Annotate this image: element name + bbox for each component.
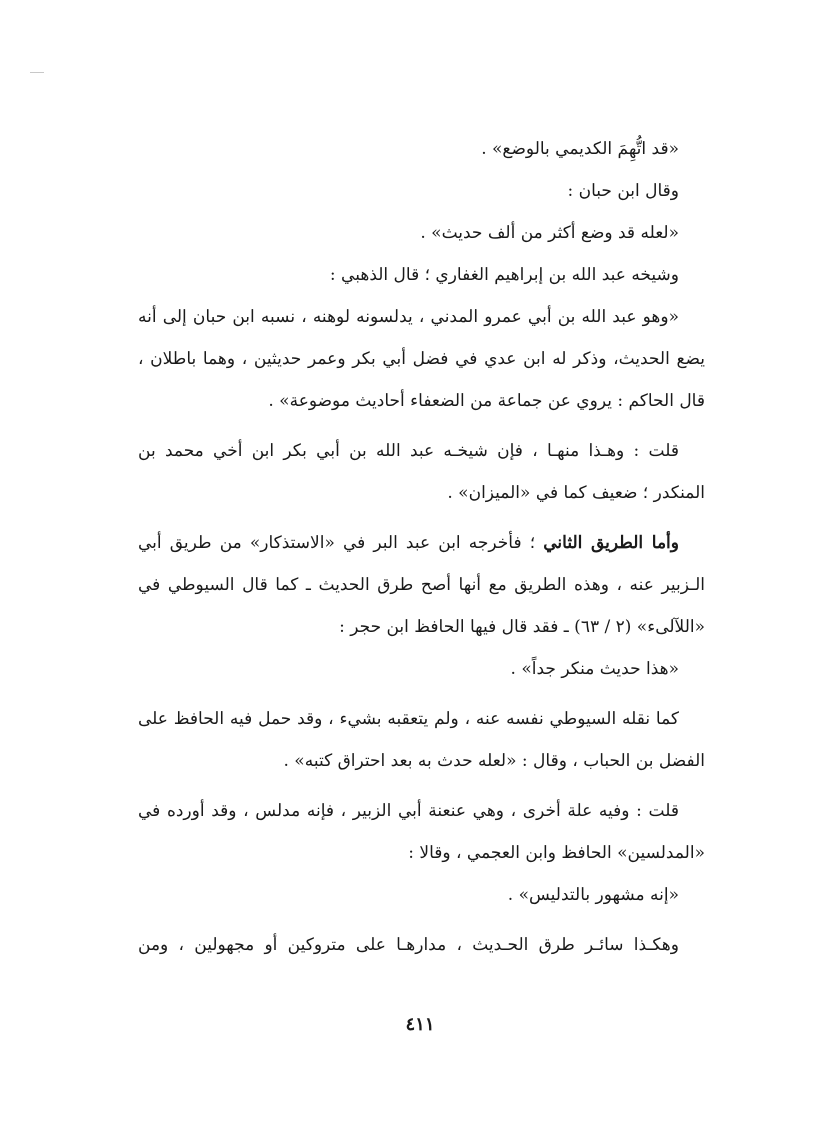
text-line <box>138 212 705 254</box>
line-text: «إنه مشهور بالتدليس» . <box>507 885 679 905</box>
text-line <box>138 874 705 916</box>
line-text: «اللآلىء» (٢ / ٦٣) ـ فقد قال فيها الحافظ ابن حجر : <box>339 617 705 637</box>
line-text: الـزبير عنه ، وهذه الطريق مع أنها أصح طرق الحديث ـ كما قال السيوطي في <box>138 575 705 595</box>
line-text: وهكـذا سائـر طرق الحـديث ، مدارهـا على متروكين أو مجهولين ، ومن <box>138 935 679 955</box>
text-line <box>138 606 705 648</box>
line-text: «هذا حديث منكر جداً» . <box>510 659 679 679</box>
line-text: «المدلسين» الحافظ وابن العجمي ، وقالا : <box>408 843 705 863</box>
line-text: يضع الحديث، وذكر له ابن عدي في فضل أبي بكر وعمر حديثين ، وهما باطلان ، <box>138 349 705 369</box>
text-line <box>138 472 705 514</box>
line-text: قلت : وفيه علة أخرى ، وهي عنعنة أبي الزبير ، فإنه مدلس ، وقد أورده في <box>138 801 679 821</box>
line-text: قلت : وهـذا منهـا ، فإن شيخـه عبد الله بن أبي بكر ابن أخي محمد بن <box>138 441 679 461</box>
line-text: «قد اتُّهِمَ الكديمي بالوضع» . <box>481 139 679 159</box>
line-text: «لعله قد وضع أكثر من ألف حديث» . <box>420 223 679 243</box>
text-line <box>138 564 705 606</box>
text-line <box>138 790 705 832</box>
text-line <box>138 296 705 338</box>
body-text <box>138 128 705 966</box>
line-text: الفضل بن الحباب ، وقال : «لعله حدث به بعد احتراق كتبه» . <box>283 751 705 771</box>
text-line <box>138 648 705 690</box>
text-line <box>138 338 705 380</box>
line-text: كما نقله السيوطي نفسه عنه ، ولم يتعقبه بشيء ، وقد حمل فيه الحافظ على <box>138 709 679 729</box>
text-line <box>138 924 705 966</box>
text-line <box>138 698 705 740</box>
margin-mark <box>30 72 44 73</box>
line-text: وقال ابن حبان : <box>567 181 679 201</box>
page-number: ٤١١ <box>405 1014 435 1035</box>
text-line <box>138 128 705 170</box>
line-text: «وهو عبد الله بن أبي عمرو المدني ، يدلسونه لوهنه ، نسبه ابن حبان إلى أنه <box>138 307 679 327</box>
line-text: ؛ فأخرجه ابن عبد البر في «الاستذكار» من طريق أبي <box>138 533 544 553</box>
text-line <box>138 430 705 472</box>
text-line <box>138 522 705 564</box>
line-text: قال الحاكم : يروي عن جماعة من الضعفاء أحاديث موضوعة» . <box>268 391 705 411</box>
text-line <box>138 832 705 874</box>
text-line <box>138 170 705 212</box>
line-text: المنكدر ؛ ضعيف كما في «الميزان» . <box>447 483 705 503</box>
line-text: وشيخه عبد الله بن إبراهيم الغفاري ؛ قال الذهبي : <box>329 265 679 285</box>
text-line <box>138 254 705 296</box>
bold-heading: وأما الطريق الثاني <box>543 533 679 553</box>
text-line <box>138 740 705 782</box>
text-line <box>138 380 705 422</box>
